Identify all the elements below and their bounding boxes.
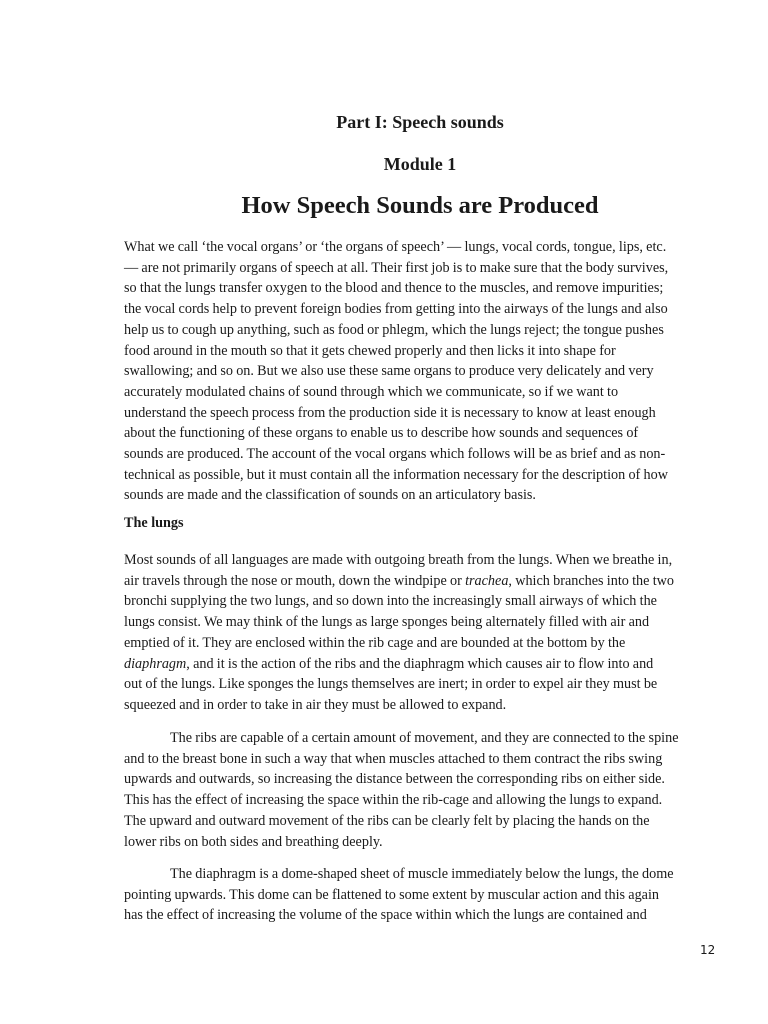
text-line: has the effect of increasing the volume of the space within which the lungs are contained and (124, 907, 647, 924)
text-line: pointing upwards. This dome can be flattened to some extent by muscular action and this again (124, 886, 660, 903)
text-line: sounds are made and the classification of sounds on an articulatory basis. (124, 487, 536, 504)
module-title: Module 1 (383, 154, 457, 174)
text-line: bronchi supplying the two lungs, and so down into the increasingly small airways of which the (124, 593, 657, 610)
text-segment: , which branches into the two (508, 572, 674, 589)
text-line: upwards and outwards, so increasing the distance between the corresponding ribs on either side. (124, 771, 665, 788)
chapter-title: How Speech Sounds are Produced (241, 192, 599, 219)
text-line: food around in the mouth so that it gets chewed properly and then licks it into shape for (124, 342, 616, 359)
text-line: accurately modulated chains of sound through which we communicate, so if we want to (124, 383, 619, 400)
text-segment: The diaphragm is a dome-shaped sheet of muscle immediately below the lungs, the dome (170, 866, 674, 882)
text-line: emptied of it. They are enclosed within the rib cage and are bounded at the bottom by the (124, 634, 626, 651)
text-line: lungs consist. We may think of the lungs as large sponges being alternately filled with air and (124, 614, 650, 631)
text-segment: air travels through the nose or mouth, down the windpipe or (124, 572, 466, 589)
text-line: Most sounds of all languages are made with outgoing breath from the lungs. When we breathe in, (124, 552, 673, 568)
term-diaphragm: diaphragm (124, 655, 187, 672)
term-trachea: trachea (465, 572, 509, 589)
ribs-paragraph (124, 728, 716, 852)
text-line: This has the effect of increasing the space within the rib-cage and allowing the lungs to expand. (124, 792, 663, 809)
part-title: Part I: Speech sounds (336, 112, 504, 132)
text-line: The upward and outward movement of the ribs can be clearly felt by placing the hands on the (124, 812, 650, 829)
text-line: and to the breast bone in such a way that when muscles attached to them contract the ribs swing (124, 750, 663, 767)
diaphragm-paragraph (124, 864, 716, 926)
text-line (124, 654, 716, 675)
text-line: about the functioning of these organs to enable us to describe how sounds and sequences of (124, 425, 639, 442)
text-segment: The ribs are capable of a certain amount of movement, and they are connected to the spine (170, 730, 679, 746)
text-line (124, 728, 716, 749)
text-line: What we call ‘the vocal organs’ or ‘the organs of speech’ — lungs, vocal cords, tongue, lips, etc. (124, 239, 667, 255)
text-line: the vocal cords help to prevent foreign bodies from getting into the airways of the lungs and also (124, 301, 668, 318)
text-line: lower ribs on both sides and breathing deeply. (124, 833, 383, 850)
text-segment: , and it is the action of the ribs and the diaphragm which causes air to flow into and (186, 655, 654, 672)
text-line: — are not primarily organs of speech at all. Their first job is to make sure that the body survives, (124, 259, 669, 276)
text-line: swallowing; and so on. But we also use these same organs to produce very delicately and very (124, 363, 654, 380)
text-line: out of the lungs. Like sponges the lungs themselves are inert; in order to expel air they must be (124, 676, 658, 693)
text-line: technical as possible, but it must contain all the information necessary for the description of how (124, 466, 668, 483)
lungs-paragraph (124, 550, 716, 716)
text-line (124, 864, 716, 885)
page-number: 12 (700, 943, 716, 957)
text-line: sounds are produced. The account of the vocal organs which follows will be as brief and as non- (124, 446, 666, 463)
text-line (124, 571, 716, 592)
text-line: help us to cough up anything, such as food or phlegm, which the lungs reject; the tongue pushes (124, 321, 664, 338)
text-line: squeezed and in order to take in air they must be allowed to expand. (124, 696, 507, 713)
section-heading: The lungs (124, 515, 184, 531)
intro-paragraph (124, 237, 716, 506)
text-line: understand the speech process from the production side it is necessary to know at least enough (124, 404, 656, 421)
text-line: so that the lungs transfer oxygen to the blood and thence to the muscles, and remove impurities; (124, 280, 664, 297)
